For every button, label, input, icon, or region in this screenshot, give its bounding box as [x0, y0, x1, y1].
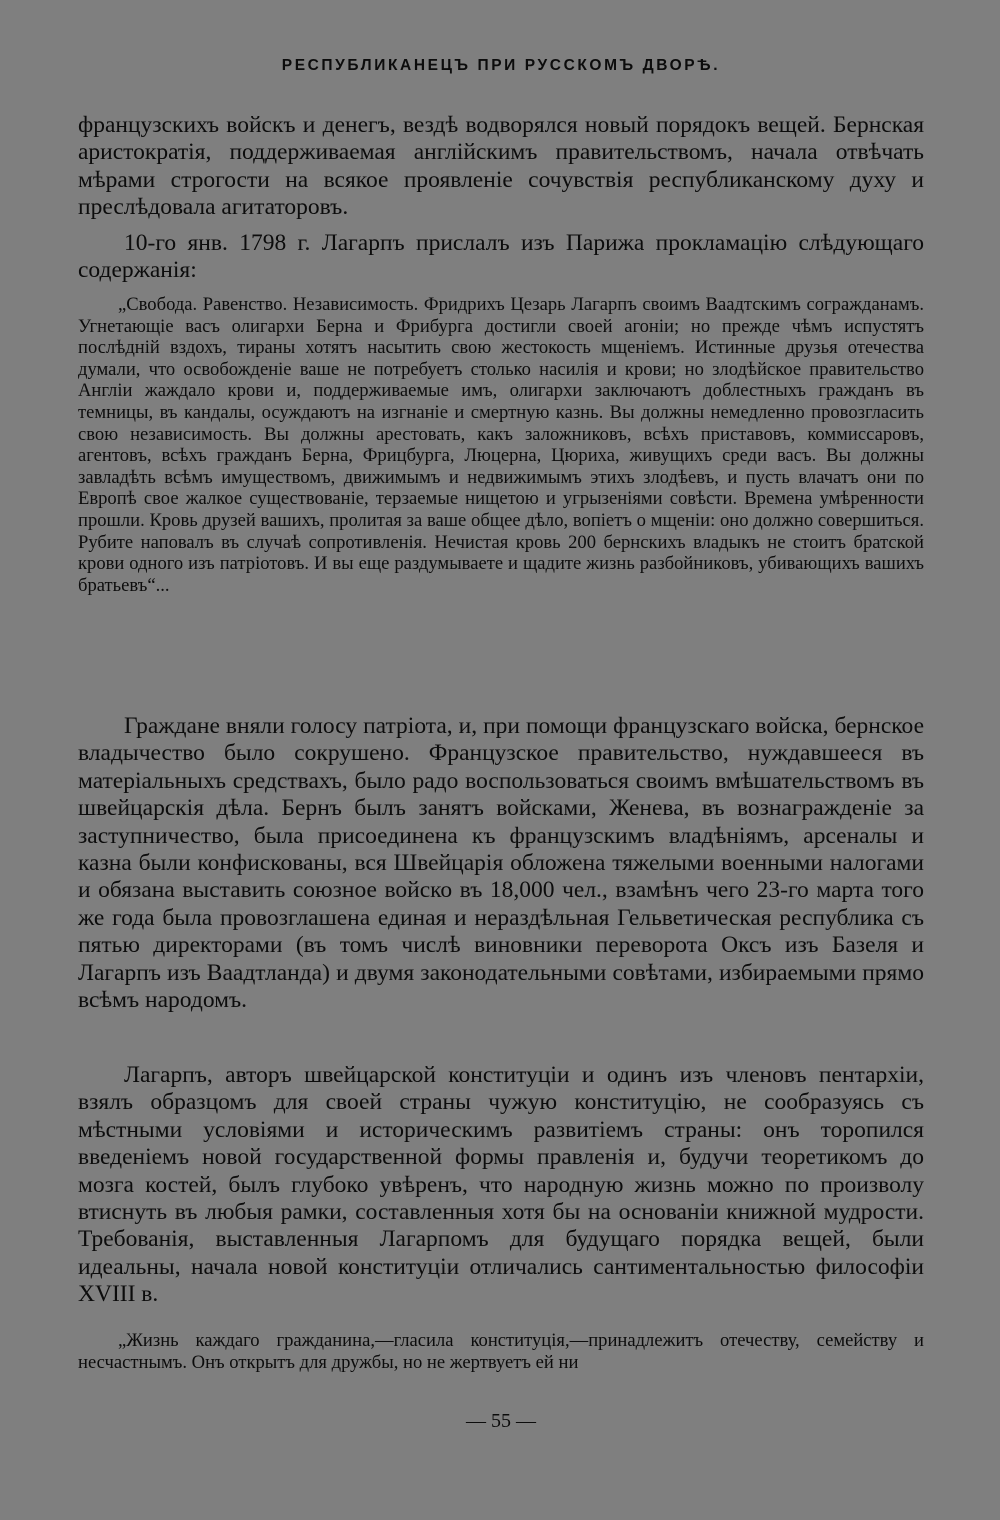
paragraph-4: Лагарпъ, авторъ швейцарской конституціи и одинъ изъ членовъ пентархіи, взялъ образцомъ для своей страны чужую конституцію, не сообразуясь съ мѣстными условіями и историческимъ развитіемъ страны: онъ торопился введеніемъ новой государственной формы правленія и, будучи теоретикомъ до мозга костей, былъ глубоко увѣренъ, что народную жизнь можно по произволу втиснуть въ любыя рамки, составленныя хотя бы на основаніи книжной мудрости. Требованія, выставленныя Лагарпомъ для будущаго порядка вещей, были идеальны, начала новой конституціи отличались сантиментальностью философіи XVIII в. [78, 1062, 924, 1308]
paragraph-5-block [78, 1330, 924, 1373]
paragraph-3: Граждане вняли голосу патріота, и, при помощи французскаго войска, бернское владычество было сокрушено. Французское правительство, нуждавшееся въ матеріальныхъ средствахъ, было радо воспользоваться своимъ вмѣшательствомъ въ швейцарскія дѣла. Бернъ былъ занятъ войсками, Женева, въ вознагражденіе за заступничество, была присоединена къ французскимъ владѣніямъ, арсеналы и казна были конфискованы, вся Швейцарія обложена тяжелыми военными налогами и обязана выставить союзное войско въ 18,000 чел., взамѣнъ чего 23-го марта того же года была провозглашена единая и нераздѣльная Гельветическая республика съ пятью директорами (въ томъ числѣ виновники переворота Оксъ изъ Базеля и Лагарпъ изъ Ваадтланда) и двумя законодательными совѣтами, избираемыми прямо всѣмъ народомъ. [78, 713, 924, 1014]
page-number: — 55 — [466, 1410, 536, 1432]
paragraph-1-block [78, 112, 924, 222]
proclamation-quote: „Свобода. Равенство. Независимость. Фридрихъ Цезарь Лагарпъ своимъ Ваадтскимъ согражданамъ. Угнетающіе васъ олигархи Берна и Фрибурга достигли своей агоніи; но прежде чѣмъ испустятъ послѣдній вздохъ, тираны хотятъ насытить свою жестокость мщеніемъ. Истинные друзья отечества думали, что освобожденіе ваше не потребуетъ столько насилія и крови; но злодѣйское правительство Англіи жаждало крови и, поддерживаемые имъ, олигархи заключаютъ доблестныхъ гражданъ въ темницы, въ кандалы, осуждаютъ на изгнаніе и смертную казнь. Вы должны немедленно провозгласить свою независимость. Вы должны арестовать, какъ заложниковъ, всѣхъ приставовъ, коммиссаровъ, агентовъ, всѣхъ гражданъ Берна, Фрицбурга, Люцерна, Цюриха, живущихъ среди васъ. Вы должны завладѣть всѣмъ имуществомъ, движимымъ и недвижимымъ этихъ злодѣевъ, и пусть влачатъ они по Европѣ свое жалкое существованіе, терзаемые нищетою и угрызеніями совѣсти. Времена умѣренности прошли. Кровь друзей вашихъ, пролитая за ваше общее дѣло, вопіетъ о мщеніи: оно должно совершиться. Рубите наповалъ въ случаѣ сопротивленія. Нечистая кровь 200 бернскихъ владыкъ не стоитъ братской крови одного изъ патріотовъ. И вы еще раздумываете и щадите жизнь разбойниковъ, убивающихъ вашихъ братьевъ“... [78, 294, 924, 596]
proclamation-quote-block [78, 294, 924, 596]
paragraph-5: „Жизнь каждаго гражданина,—гласила конституція,—принадлежитъ отечеству, семейству и несчастнымъ. Онъ открытъ для дружбы, но не жертвуетъ ей ни [78, 1330, 924, 1373]
paragraph-1: французскихъ войскъ и денегъ, вездѣ водворялся новый порядокъ вещей. Бернская аристократія, поддерживаемая англійскимъ правительствомъ, начала отвѣчать мѣрами строгости на всякое проявленіе сочувствія республиканскому духу и преслѣдовала агитаторовъ. [78, 112, 924, 221]
running-head: РЕСПУБЛИКАНЕЦЪ ПРИ РУССКОМЪ ДВОРѢ. [281, 57, 721, 74]
paragraph-2: 10-го янв. 1798 г. Лагарпъ прислалъ изъ Парижа прокламацію слѣдующаго содержанія: [78, 230, 924, 284]
book-page [78, 0, 924, 1520]
paragraph-3-block [78, 713, 924, 1014]
paragraph-2-block [78, 230, 924, 285]
paragraph-4-block [78, 1062, 924, 1309]
